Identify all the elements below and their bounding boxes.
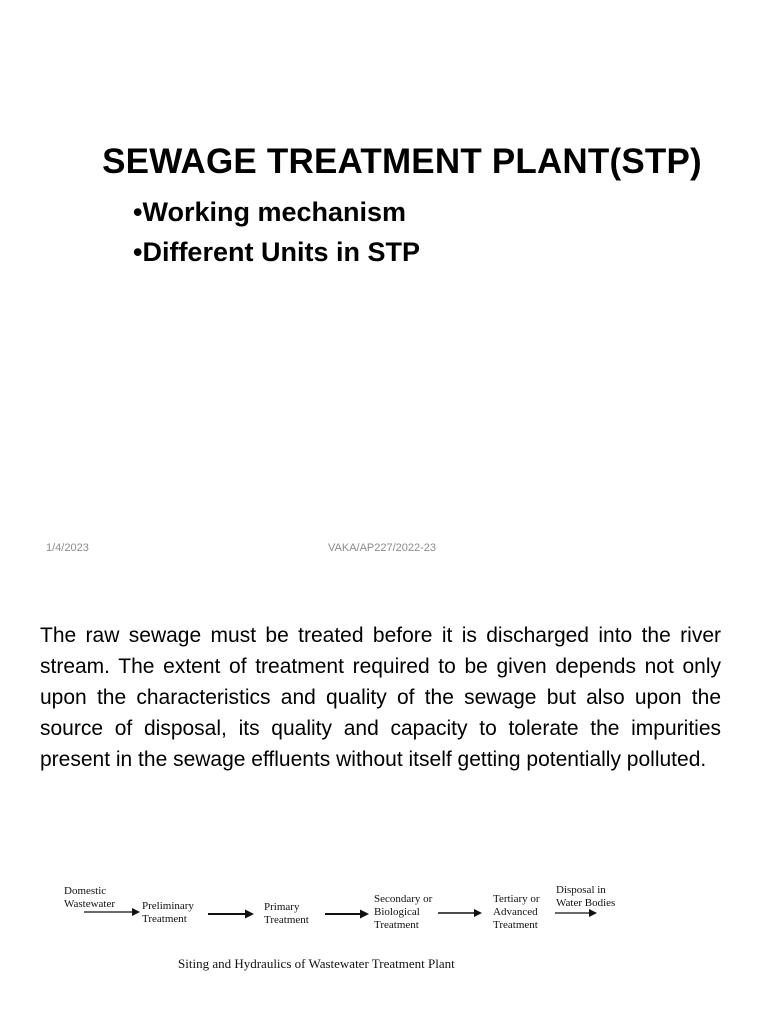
bullet-list — [133, 192, 420, 272]
diagram-node-disposal: Disposal in Water Bodies — [556, 884, 616, 909]
bullet-item: •Different Units in STP — [133, 237, 420, 267]
footer-code: VAKA/AP227/2022-23 — [328, 542, 437, 554]
diagram-node-domestic-wastewater: Domestic Wastewater — [64, 885, 116, 910]
body-paragraph: The raw sewage must be treated before it is discharged into the river stream. The extent of treatment required to be given depends not only upon the characteristics and quality of the sewage but also upon the source of disposal, its quality and capacity to tolerate the impurities present in the sewage effluents without itself getting potentially polluted. — [40, 624, 721, 771]
footer-date: 1/4/2023 — [46, 542, 89, 554]
bullet-item: •Working mechanism — [133, 197, 407, 227]
arrow-icon — [208, 908, 254, 920]
diagram-node-primary-treatment: Primary Treatment — [264, 901, 309, 926]
arrow-icon — [438, 907, 482, 919]
diagram-node-secondary-treatment: Secondary or Biological Treatment — [374, 893, 433, 931]
arrow-icon — [325, 908, 369, 920]
arrow-icon — [84, 906, 140, 918]
diagram-node-tertiary-treatment: Tertiary or Advanced Treatment — [493, 893, 540, 931]
slide-title: SEWAGE TREATMENT PLANT(STP) — [102, 142, 702, 181]
diagram-node-preliminary-treatment: Preliminary Treatment — [142, 900, 194, 925]
diagram-caption: Siting and Hydraulics of Wastewater Treatment Plant — [178, 956, 455, 971]
